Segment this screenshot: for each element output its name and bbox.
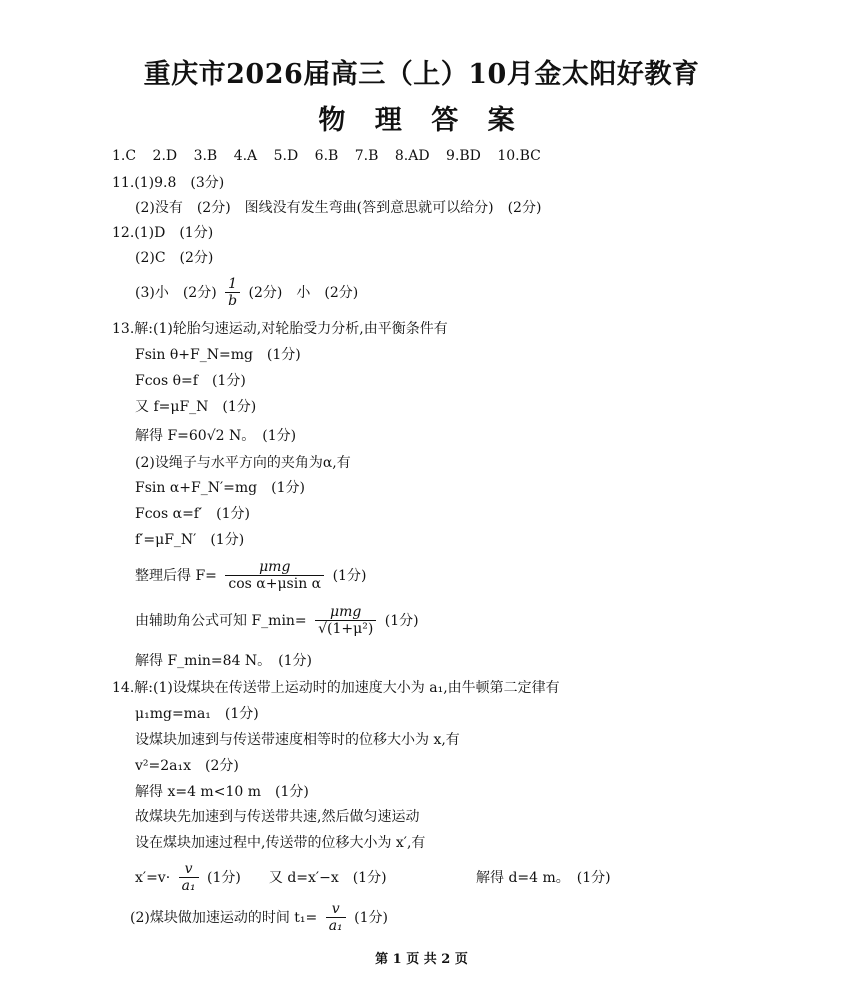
mc-answer: 6.B bbox=[314, 148, 339, 164]
q13-line: 13.解:(1)轮胎匀速运动,对轮胎受力分析,由平衡条件有 bbox=[112, 321, 448, 337]
fraction-numerator: μmg bbox=[225, 560, 324, 576]
mc-answer: 7.B bbox=[354, 148, 379, 164]
equation-text: (2)煤块做加速运动的时间 t₁= bbox=[130, 910, 318, 926]
q14-line: 设在煤块加速过程中,传送带的位移大小为 x′,有 bbox=[135, 835, 426, 851]
q14-line: 14.解:(1)设煤块在传送带上运动时的加速度大小为 a₁,由牛顿第二定律有 bbox=[112, 680, 560, 696]
q13-line: Fsin θ+F_N=mg (1分) bbox=[135, 347, 301, 363]
score-text: (1分) bbox=[384, 613, 419, 629]
q12-part3-score: (2分) 小 (2分) bbox=[248, 285, 359, 301]
fraction-denominator: √(1+μ²) bbox=[318, 621, 374, 637]
q13-line: (2)设绳子与水平方向的夹角为α,有 bbox=[135, 455, 351, 471]
equation-text: x′=v· bbox=[135, 870, 171, 886]
q14-line: v²=2a₁x (2分) bbox=[135, 758, 239, 774]
q13-line: 解得 F=60√2 N。 (1分) bbox=[135, 428, 297, 444]
score-text: (1分) bbox=[354, 910, 388, 926]
fraction bbox=[225, 277, 240, 309]
fraction-denominator: a₁ bbox=[181, 878, 196, 894]
q13-line: f′=μF_N′ (1分) bbox=[135, 532, 245, 548]
fraction-denominator: cos α+μsin α bbox=[228, 576, 322, 592]
fraction bbox=[179, 862, 199, 894]
document-subtitle: 物 理 答 案 bbox=[318, 105, 525, 136]
q14-line bbox=[135, 860, 387, 896]
q14-line bbox=[130, 900, 388, 936]
q12-part3-text: (3)小 (2分) bbox=[135, 285, 217, 301]
equation-text: 由辅助角公式可知 F_min= bbox=[135, 613, 307, 629]
mc-answer: 3.B bbox=[193, 148, 218, 164]
q13-line bbox=[135, 558, 366, 594]
q13-line: 解得 F_min=84 N。 (1分) bbox=[135, 653, 313, 669]
mc-answer: 4.A bbox=[233, 148, 258, 164]
fraction-numerator: μmg bbox=[315, 605, 376, 621]
q11-line: (2)没有 (2分) 图线没有发生弯曲(答到意思就可以给分) (2分) bbox=[135, 200, 542, 216]
mc-answer: 8.AD bbox=[394, 148, 430, 164]
fraction bbox=[326, 902, 346, 934]
mc-answer: 1.C bbox=[112, 148, 137, 164]
score-text: (1分) 又 d=x′−x (1分) bbox=[207, 870, 387, 886]
q12-line: (2)C (2分) bbox=[135, 250, 214, 266]
document-title: 重庆市2026届高三（上）10月金太阳好教育 bbox=[143, 59, 700, 90]
fraction-numerator: v bbox=[326, 902, 346, 918]
q13-line: 又 f=μF_N (1分) bbox=[135, 399, 257, 415]
q14-line: μ₁mg=ma₁ (1分) bbox=[135, 706, 259, 722]
q13-line bbox=[135, 603, 419, 639]
q14-line: 解得 d=4 m。 (1分) bbox=[476, 870, 611, 886]
q14-line: 故煤块先加速到与传送带共速,然后做匀速运动 bbox=[135, 809, 420, 825]
page-footer: 第 1 页 共 2 页 bbox=[375, 952, 468, 967]
multiple-choice-answers bbox=[112, 147, 553, 165]
q12-line bbox=[135, 276, 358, 310]
fraction-numerator: v bbox=[179, 862, 199, 878]
q11-line: 11.(1)9.8 (3分) bbox=[112, 175, 225, 191]
q13-line: Fsin α+F_N′=mg (1分) bbox=[135, 480, 305, 496]
fraction-denominator: b bbox=[228, 293, 238, 309]
mc-answer: 10.BC bbox=[497, 148, 541, 164]
mc-answer: 2.D bbox=[152, 148, 178, 164]
equation-text: 整理后得 F= bbox=[135, 568, 217, 584]
fraction bbox=[315, 605, 376, 637]
mc-answer: 5.D bbox=[273, 148, 299, 164]
fraction-denominator: a₁ bbox=[328, 918, 343, 934]
fraction-numerator: 1 bbox=[225, 277, 240, 293]
score-text: (1分) bbox=[332, 568, 367, 584]
mc-answer: 9.BD bbox=[446, 148, 481, 164]
q14-line: 解得 x=4 m<10 m (1分) bbox=[135, 784, 309, 800]
q12-line: 12.(1)D (1分) bbox=[112, 225, 214, 241]
q14-line: 设煤块加速到与传送带速度相等时的位移大小为 x,有 bbox=[135, 732, 460, 748]
q13-line: Fcos α=f′ (1分) bbox=[135, 506, 250, 522]
q13-line: Fcos θ=f (1分) bbox=[135, 373, 246, 389]
fraction bbox=[225, 560, 324, 592]
